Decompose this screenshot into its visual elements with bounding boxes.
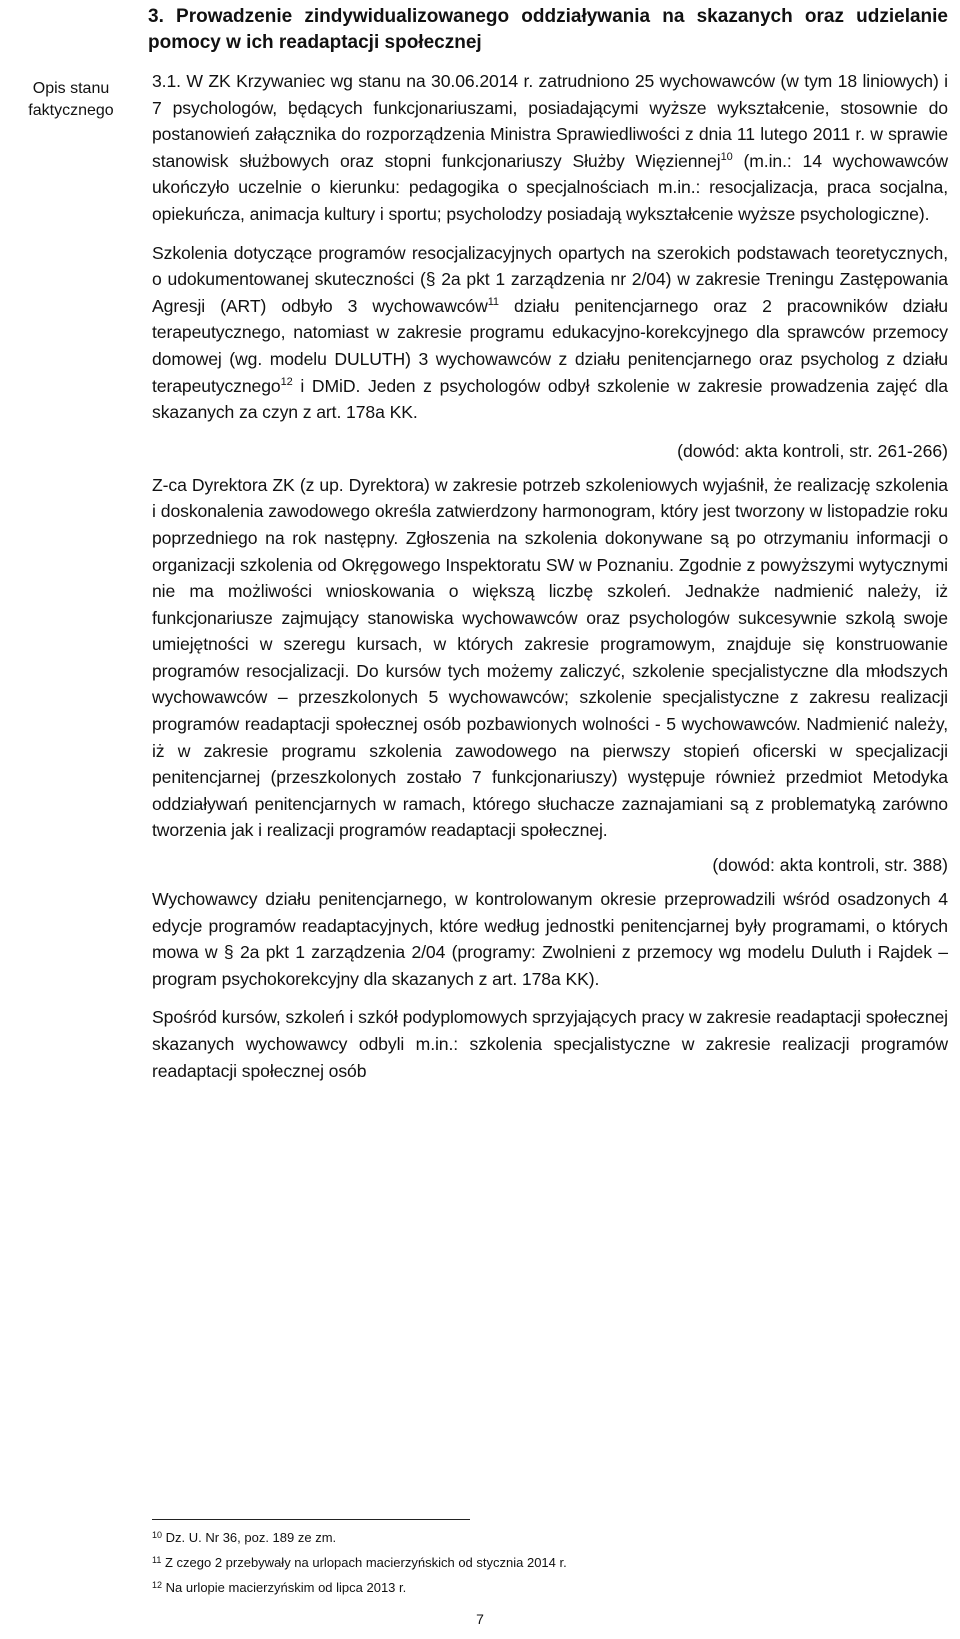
- footnote-number: 11: [152, 1555, 162, 1565]
- footnotes: [152, 1530, 932, 1605]
- paragraph-staffing: [152, 68, 948, 228]
- paragraph-training-text-2: działu penitencjarnego oraz 2 pracowników działu terapeutycznego, natomiast w zakresie programu edukacyjno-korekcyjnego dla sprawców przemocy domowej (wg. modelu DULUTH) 3 wychowawców z działu penitencjarnego oraz psycholog z działu terapeutycznego: [152, 295, 948, 396]
- footnote-text: Na urlopie macierzyńskim od lipca 2013 r.: [165, 1580, 407, 1595]
- footnote-text: Z czego 2 przebywały na urlopach macierzyńskich od stycznia 2014 r.: [164, 1555, 567, 1570]
- section-heading: 3. Prowadzenie zindywidualizowanego oddziaływania na skazanych oraz udzielanie pomocy w ich readaptacji społecznej: [148, 6, 948, 53]
- footnote-number: 12: [152, 1580, 163, 1590]
- side-label: Opis stanu faktycznego: [28, 80, 114, 119]
- footnote-11: [152, 1555, 932, 1571]
- paragraph-training-text-1: Szkolenia dotyczące programów resocjalizacyjnych opartych na szerokich podstawach teoretycznych, o udokumentowanej skuteczności (§ 2a pkt 1 zarządzenia nr 2/04) w zakresie Treningu Zastępowania Agresji (ART) odbyło 3 wychowawców: [152, 242, 948, 316]
- page-number: 7: [476, 1611, 484, 1627]
- footnote-separator: [152, 1519, 470, 1520]
- footnote-number: 10: [152, 1530, 163, 1540]
- footnote-10: [152, 1530, 932, 1546]
- paragraph-deputy-director: Z-ca Dyrektora ZK (z up. Dyrektora) w zakresie potrzeb szkoleniowych wyjaśnił, że realizację szkolenia i doskonalenia zawodowego określa zatwierdzony harmonogram, który jest tworzony w listopadzie roku poprzedniego na rok następny. Zgłoszenia na szkolenia dokonywane są po otrzymaniu informacji o organizacji szkolenia od Okręgowego Inspektoratu SW w Poznaniu. Zgodnie z powyższymi wytycznymi nie ma możliwości wnioskowania o większą liczbę szkoleń. Jednakże nadmienić należy, iż funkcjonariusze zajmujący stanowiska wychowawców oraz psychologów sukcesywnie szkolą swoje umiejętności w szeregu kursach, w których zakresie programowym, znajduje się konstruowanie programów resocjalizacji. Do kursów tych możemy zaliczyć, szkolenie specjalistyczne dla młodszych wychowawców – przeszkolonych 5 wychowawców; szkolenie specjalistyczne z zakresu realizacji programów readaptacji społecznej osób pozbawionych wolności - 5 wychowawców. Nadmienić należy, iż w zakresie programu szkolenia zawodowego na pierwszy stopień oficerski w specjalizacji penitencjarnej (przeszkolonych zostało 7 funkcjonariuszy) występuje również przedmiot Metodyka oddziaływań penitencjarnych w ramach, którego słuchacze zaznajamiani są z problematyką zarówno tworzenia jak i realizacji programów readaptacji społecznej.: [152, 474, 948, 841]
- footnote-ref-12: 12: [280, 375, 293, 388]
- paragraph-programs: Wychowawcy działu penitencjarnego, w kontrolowanym okresie przeprowadzili wśród osadzonych 4 edycje programów readaptacyjnych, które według jednostki penitencjarnej były programami, o których mowa w § 2a pkt 1 zarządzenia 2/04 (programy: Zwolnieni z przemocy wg modelu Duluth i Rajdek – program psychokorekcyjny dla skazanych z art. 178a KK).: [152, 889, 948, 989]
- paragraph-staffing-text-1: 3.1. W ZK Krzywaniec wg stanu na 30.06.2014 r. zatrudniono 25 wychowawców (w tym 18 liniowych) i 7 psychologów, będących funkcjonariuszami, posiadającymi wyższe wykształcenie, stosownie do postanowień załącznika do rozporządzenia Ministra Sprawiedliwości z dnia 11 lutego 2011 r. w sprawie stanowisk służbowych oraz stopni funkcjonariuszy Służby Więziennej: [152, 71, 948, 171]
- evidence-note-1: (dowód: akta kontroli, str. 261-266): [677, 440, 948, 461]
- footnote-12: [152, 1580, 932, 1596]
- footnote-text: Dz. U. Nr 36, poz. 189 ze zm.: [165, 1530, 337, 1545]
- evidence-note-2: (dowód: akta kontroli, str. 388): [712, 855, 948, 876]
- main-content: [152, 68, 948, 1084]
- paragraph-training-text-3: i DMiD. Jeden z psychologów odbył szkolenie w zakresie prowadzenia zajęć dla skazanych za czyn z art. 178a KK.: [152, 375, 948, 423]
- footnote-ref-10: 10: [720, 150, 733, 163]
- footnote-ref-11: 11: [487, 295, 499, 308]
- paragraph-training: [152, 240, 948, 426]
- paragraph-staffing-text-2: (m.in.: 14 wychowawców ukończyło uczelnie o kierunku: pedagogika o specjalnościach m.in.: resocjalizacja, praca socjalna, opiekuńcza, animacja kultury i sportu; psycholodzy posiadają wykształcenie wyższe psychologiczne).: [152, 150, 948, 224]
- paragraph-courses: Spośród kursów, szkoleń i szkół podyplomowych sprzyjających pracy w zakresie readaptacji społecznej skazanych wychowawcy odbyli m.in.: szkolenia specjalistyczne w zakresie realizacji programów readaptacji społecznej osób: [152, 1007, 948, 1081]
